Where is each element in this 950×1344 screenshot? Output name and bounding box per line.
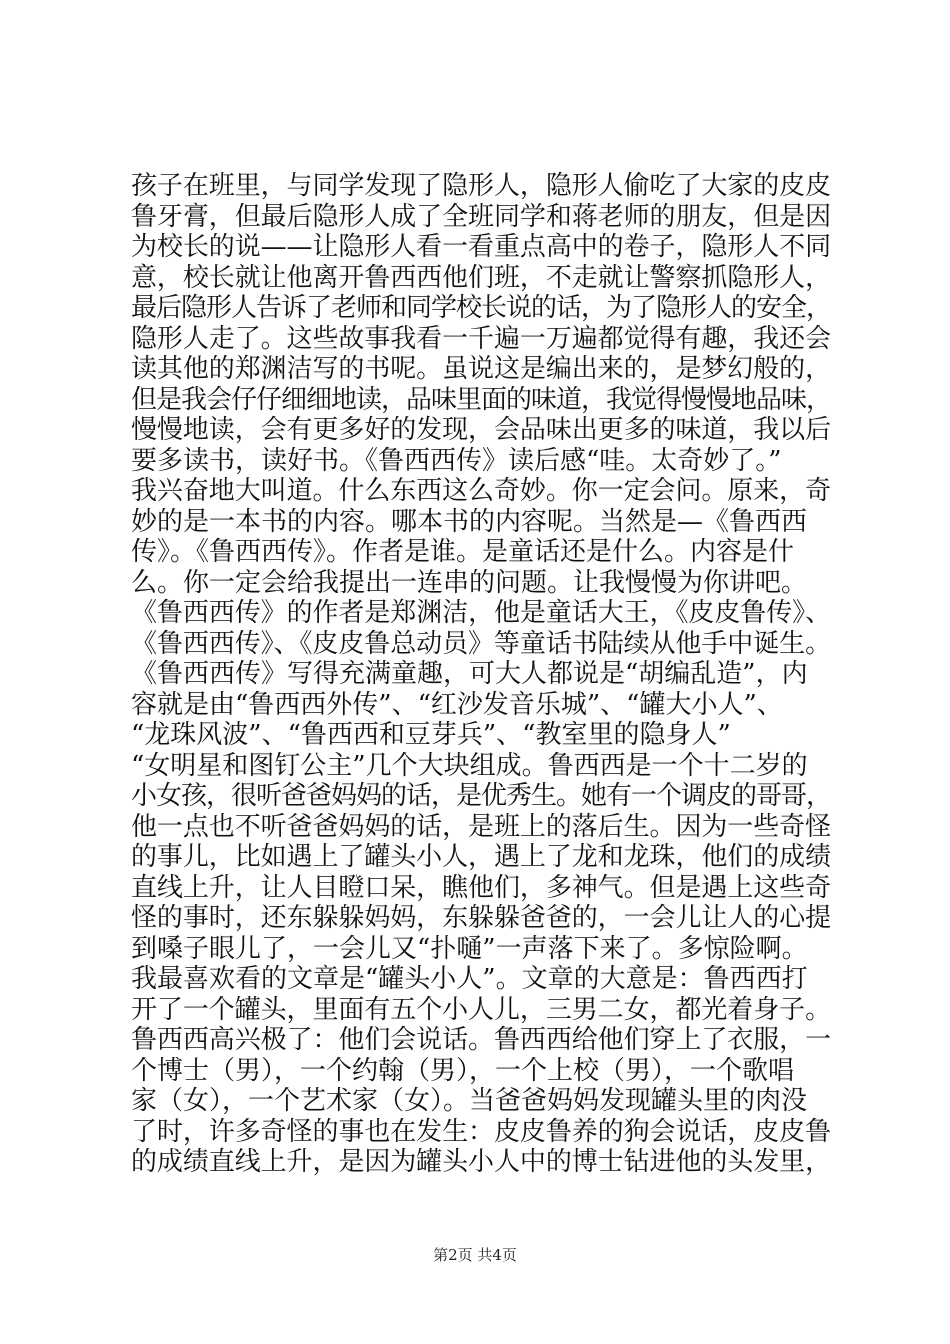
text-line: 鲁牙膏，但最后隐形人成了全班同学和蒋老师的朋友，但是因: [131, 201, 832, 232]
text-line: 的事儿，比如遇上了罐头小人，遇上了龙和龙珠，他们的成绩: [131, 842, 832, 872]
text-line: 但是我会仔仔细细地读，品味里面的味道，我觉得慢慢地品味，: [131, 384, 832, 415]
text-line: 隐形人走了。这些故事我看一千遍一万遍都觉得有趣，我还会: [131, 323, 832, 354]
text-line: 我兴奋地大叫道。什么东西这么奇妙。你一定会问。原来，奇: [131, 476, 832, 506]
text-line: 最后隐形人告诉了老师和同学校长说的话，为了隐形人的安全，: [131, 293, 832, 323]
text-line: 直线上升，让人目瞪口呆，瞧他们，多神气。但是遇上这些奇: [131, 872, 832, 903]
text-line: 怪的事时，还东躲躲妈妈，东躲躲爸爸的，一会儿让人的心提: [131, 903, 832, 933]
text-line: 么。你一定会给我提出一连串的问题。让我慢慢为你讲吧。: [131, 567, 808, 598]
text-line: 读其他的郑渊洁写的书呢。虽说这是编出来的，是梦幻般的，: [131, 354, 832, 384]
text-line: 为校长的说——让隐形人看一看重点高中的卷子，隐形人不同: [131, 232, 832, 262]
text-line: 他一点也不听爸爸妈妈的话，是班上的落后生。因为一些奇怪: [131, 811, 832, 842]
text-line: 传》。《鲁西西传》。作者是谁。是童话还是什么。内容是什: [131, 537, 795, 567]
text-line: 小女孩，很听爸爸妈妈的话，是优秀生。她有一个调皮的哥哥，: [131, 781, 832, 811]
text-line: 妙的是一本书的内容。哪本书的内容呢。当然是—《鲁西西: [131, 506, 808, 537]
text-line: 要多读书，读好书。《鲁西西传》读后感“哇。太奇妙了。”: [131, 445, 782, 476]
text-line: 慢慢地读，会有更多好的发现，会品味出更多的味道，我以后: [131, 415, 832, 445]
text-line: 容就是由“鲁西西外传”、“红沙发音乐城”、“罐大小人”、: [131, 689, 783, 720]
text-line: 家（女），一个艺术家（女）。当爸爸妈妈发现罐头里的肉没: [131, 1086, 808, 1116]
text-line: 开了一个罐头，里面有五个小人儿，三男二女，都光着身子。: [131, 994, 832, 1025]
body-text: [131, 171, 831, 1178]
text-line: 意，校长就让他离开鲁西西他们班，不走就让警察抓隐形人，: [131, 262, 832, 293]
text-line: 孩子在班里，与同学发现了隐形人，隐形人偷吃了大家的皮皮: [131, 171, 832, 201]
text-line: 个博士（男），一个约翰（男），一个上校（男），一个歌唱: [131, 1055, 795, 1086]
text-line: 到嗓子眼儿了，一会儿又“扑嗵”一声落下来了。多惊险啊。: [131, 933, 808, 964]
page-footer: 第2页 共4页: [433, 1246, 517, 1264]
text-line: 我最喜欢看的文章是“罐头小人”。文章的大意是：鲁西西打: [131, 964, 808, 994]
text-line: 了时，许多奇怪的事也在发生：皮皮鲁养的狗会说话，皮皮鲁: [131, 1116, 832, 1147]
text-line: “女明星和图钉公主”几个大块组成。鲁西西是一个十二岁的: [131, 750, 808, 781]
text-line: 的成绩直线上升，是因为罐头小人中的博士钻进他的头发里，: [131, 1147, 832, 1177]
text-line: 《鲁西西传》、《皮皮鲁总动员》等童话书陆续从他手中诞生。: [131, 628, 832, 659]
text-line: 《鲁西西传》写得充满童趣，可大人都说是“胡编乱造”，内: [131, 659, 808, 689]
text-line: “龙珠风波”、“鲁西西和豆芽兵”、“教室里的隐身人”: [131, 720, 731, 750]
text-line: 《鲁西西传》的作者是郑渊洁，他是童话大王，《皮皮鲁传》、: [131, 598, 832, 628]
text-line: 鲁西西高兴极了：他们会说话。鲁西西给他们穿上了衣服，一: [131, 1025, 832, 1055]
